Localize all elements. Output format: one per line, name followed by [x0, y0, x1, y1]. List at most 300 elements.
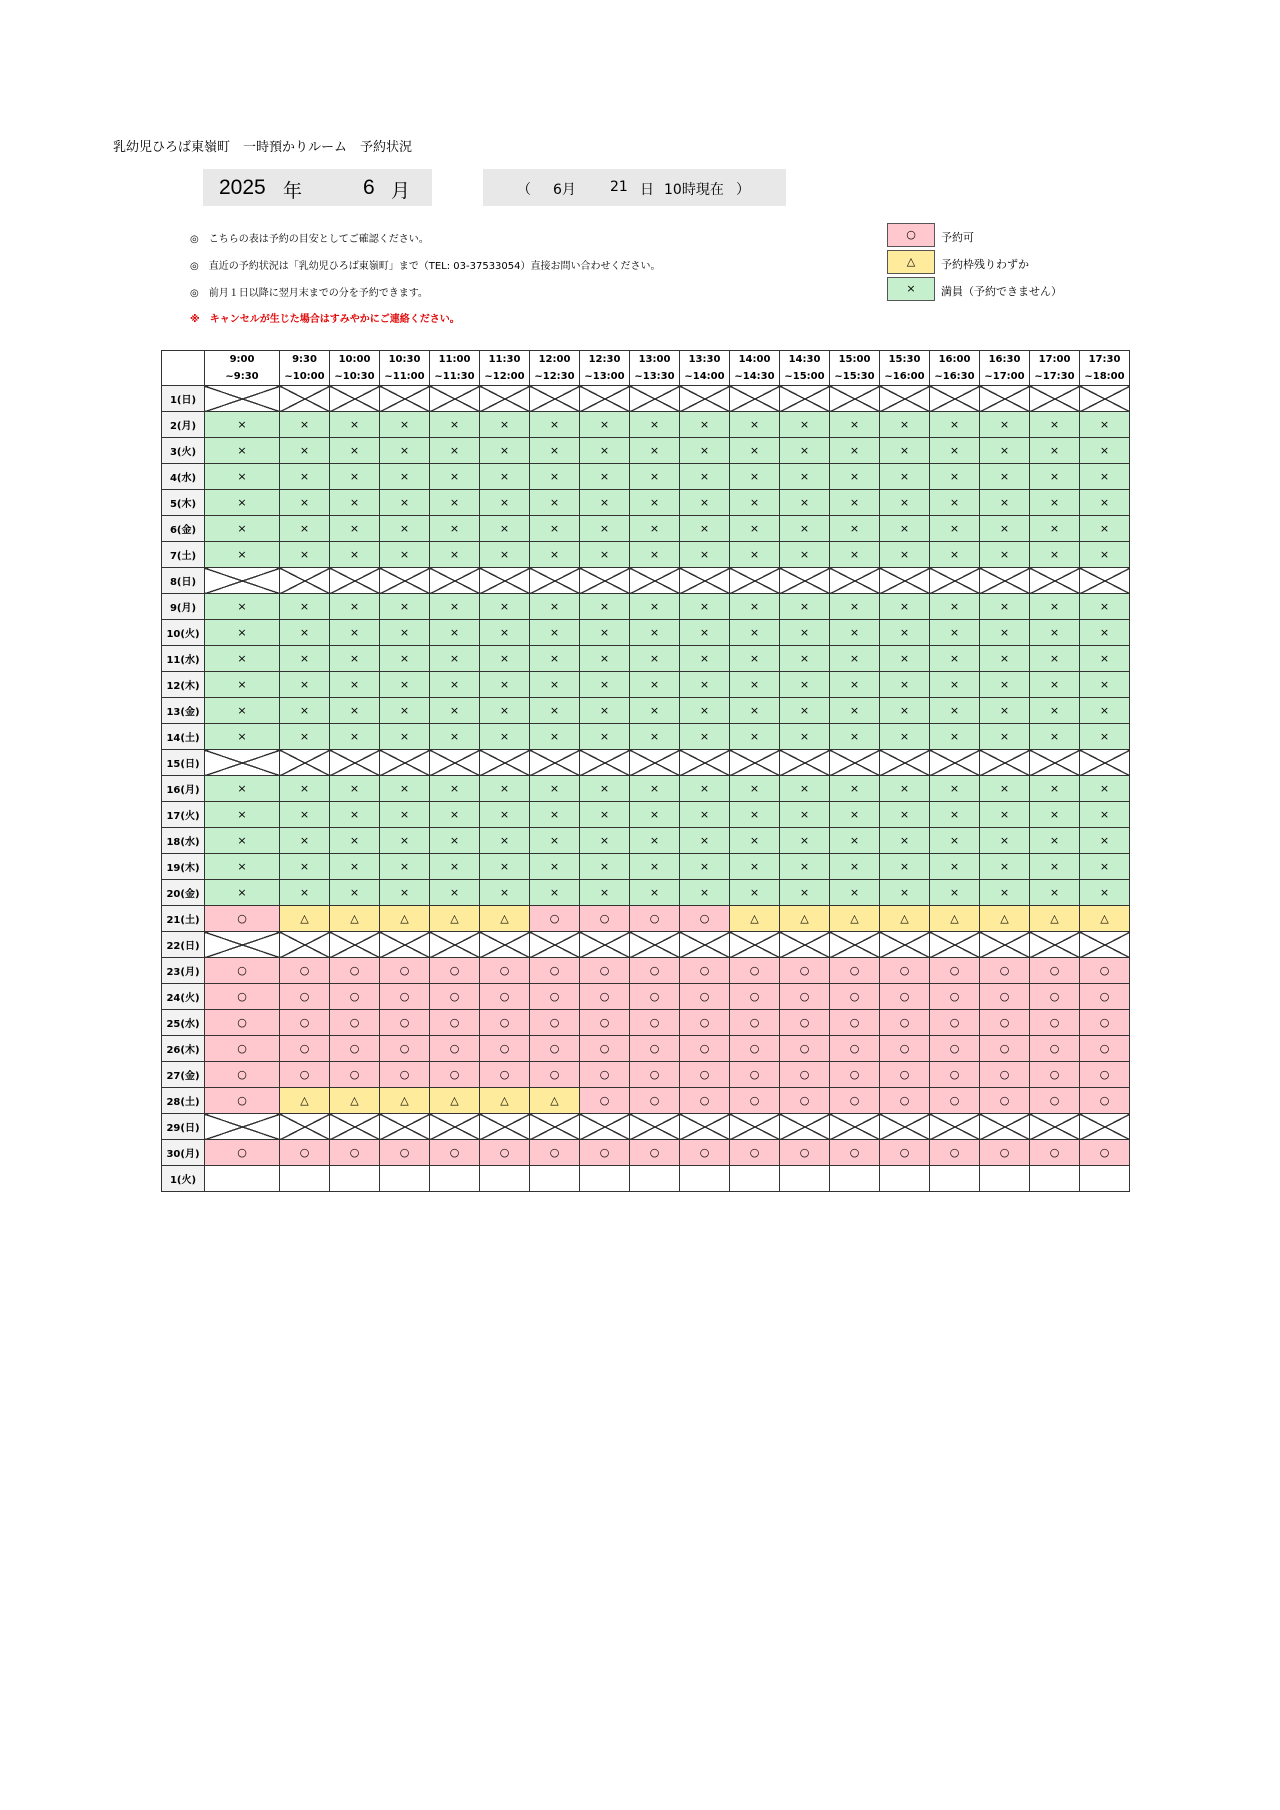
time-slot-end: ~15:00 — [784, 371, 825, 382]
slot-cell-available: ○ — [830, 1088, 880, 1114]
as-of-time: 10時現在 — [664, 182, 724, 198]
slot-cell-full: × — [280, 412, 330, 438]
table-row — [162, 1088, 1130, 1114]
slot-cell-full: × — [580, 490, 630, 516]
day-label: 24(火) — [162, 984, 205, 1010]
slot-cell-full: × — [1080, 490, 1130, 516]
slot-cell-available: ○ — [680, 958, 730, 984]
slot-cell-full: × — [830, 646, 880, 672]
slot-cell-closed — [1080, 932, 1130, 958]
slot-cell-available: ○ — [580, 1088, 630, 1114]
slot-cell-full: × — [930, 464, 980, 490]
slot-cell-full: × — [480, 464, 530, 490]
slot-cell-closed — [480, 568, 530, 594]
slot-cell-full: × — [680, 724, 730, 750]
slot-cell-full: × — [980, 516, 1030, 542]
slot-cell-closed — [530, 386, 580, 412]
slot-cell-empty — [930, 1166, 980, 1192]
day-label: 11(水) — [162, 646, 205, 672]
slot-cell-full: × — [280, 672, 330, 698]
slot-cell-full: × — [880, 620, 930, 646]
slot-cell-full: × — [680, 646, 730, 672]
slot-cell-full: × — [530, 542, 580, 568]
slot-cell-full: × — [380, 802, 430, 828]
day-label: 1(日) — [162, 386, 205, 412]
time-slot-end: ~13:00 — [584, 371, 625, 382]
slot-cell-empty — [830, 1166, 880, 1192]
time-slot-end: ~16:00 — [884, 371, 925, 382]
slot-cell-available: ○ — [530, 1140, 580, 1166]
slot-cell-full: × — [930, 620, 980, 646]
slot-cell-full: × — [430, 724, 480, 750]
slot-cell-few-left: △ — [730, 906, 780, 932]
slot-cell-closed — [780, 750, 830, 776]
table-row — [162, 464, 1130, 490]
slot-cell-available: ○ — [1030, 1010, 1080, 1036]
slot-cell-available: ○ — [630, 1036, 680, 1062]
slot-cell-full: × — [780, 672, 830, 698]
time-slot-end: ~13:30 — [634, 371, 675, 382]
slot-cell-available: ○ — [530, 1062, 580, 1088]
slot-cell-full: × — [980, 776, 1030, 802]
legend-symbol-full: × — [887, 277, 935, 301]
slot-cell-full: × — [830, 490, 880, 516]
slot-cell-full: × — [780, 854, 830, 880]
slot-cell-full: × — [680, 542, 730, 568]
slot-cell-available: ○ — [980, 958, 1030, 984]
slot-cell-full: × — [780, 516, 830, 542]
slot-cell-full: × — [530, 516, 580, 542]
slot-cell-available: ○ — [330, 1010, 380, 1036]
slot-cell-full: × — [530, 490, 580, 516]
day-label: 23(月) — [162, 958, 205, 984]
slot-cell-full: × — [680, 698, 730, 724]
slot-cell-full: × — [880, 464, 930, 490]
slot-cell-full: × — [780, 776, 830, 802]
slot-cell-full: × — [880, 672, 930, 698]
day-label: 17(火) — [162, 802, 205, 828]
slot-cell-full: × — [205, 776, 280, 802]
slot-cell-closed — [430, 568, 480, 594]
slot-cell-available: ○ — [780, 1140, 830, 1166]
slot-cell-closed — [205, 386, 280, 412]
slot-cell-available: ○ — [1080, 984, 1130, 1010]
slot-cell-available: ○ — [330, 1062, 380, 1088]
slot-cell-full: × — [630, 646, 680, 672]
slot-cell-available: ○ — [880, 958, 930, 984]
day-label: 8(日) — [162, 568, 205, 594]
slot-cell-full: × — [980, 438, 1030, 464]
slot-cell-full: × — [930, 802, 980, 828]
slot-cell-full: × — [1030, 646, 1080, 672]
slot-cell-full: × — [730, 542, 780, 568]
slot-cell-full: × — [980, 698, 1030, 724]
slot-cell-available: ○ — [780, 984, 830, 1010]
legend-label-full: 満員（予約できません） — [941, 285, 1062, 298]
table-row — [162, 594, 1130, 620]
slot-cell-full: × — [330, 620, 380, 646]
slot-cell-available: ○ — [1080, 1036, 1130, 1062]
slot-cell-full: × — [630, 802, 680, 828]
slot-cell-full: × — [830, 464, 880, 490]
slot-cell-closed — [1030, 1114, 1080, 1140]
slot-cell-available: ○ — [380, 984, 430, 1010]
time-slot-end: ~11:00 — [384, 371, 425, 382]
slot-cell-full: × — [880, 412, 930, 438]
time-slot-start: 13:30 — [688, 354, 721, 365]
slot-cell-full: × — [1030, 854, 1080, 880]
slot-cell-empty — [330, 1166, 380, 1192]
as-of-day: 21 — [610, 179, 628, 195]
year-unit: 年 — [283, 180, 303, 202]
slot-cell-full: × — [330, 646, 380, 672]
slot-cell-closed — [730, 568, 780, 594]
slot-cell-full: × — [580, 854, 630, 880]
slot-cell-full: × — [830, 594, 880, 620]
time-slot-end: ~9:30 — [225, 371, 259, 382]
note-3: ◎ 前月１日以降に翌月末までの分を予約できます。 — [190, 288, 428, 299]
slot-cell-full: × — [680, 880, 730, 906]
slot-cell-closed — [430, 386, 480, 412]
slot-cell-available: ○ — [930, 1088, 980, 1114]
slot-cell-closed — [430, 750, 480, 776]
time-slot-header — [580, 351, 630, 386]
slot-cell-full: × — [530, 620, 580, 646]
day-label: 26(木) — [162, 1036, 205, 1062]
slot-cell-empty — [205, 1166, 280, 1192]
slot-cell-full: × — [580, 698, 630, 724]
slot-cell-full: × — [530, 724, 580, 750]
time-slot-start: 17:00 — [1038, 354, 1071, 365]
slot-cell-full: × — [1080, 802, 1130, 828]
slot-cell-closed — [205, 568, 280, 594]
slot-cell-full: × — [730, 698, 780, 724]
slot-cell-closed — [630, 386, 680, 412]
slot-cell-full: × — [330, 854, 380, 880]
slot-cell-available: ○ — [780, 958, 830, 984]
slot-cell-full: × — [880, 698, 930, 724]
slot-cell-full: × — [205, 698, 280, 724]
slot-cell-few-left: △ — [980, 906, 1030, 932]
slot-cell-full: × — [580, 464, 630, 490]
slot-cell-full: × — [980, 594, 1030, 620]
slot-cell-empty — [280, 1166, 330, 1192]
slot-cell-full: × — [1080, 672, 1130, 698]
slot-cell-full: × — [205, 412, 280, 438]
slot-cell-full: × — [830, 672, 880, 698]
slot-cell-full: × — [480, 672, 530, 698]
day-label: 2(月) — [162, 412, 205, 438]
slot-cell-available: ○ — [430, 1140, 480, 1166]
slot-cell-full: × — [880, 880, 930, 906]
slot-cell-full: × — [830, 698, 880, 724]
slot-cell-available: ○ — [1080, 958, 1130, 984]
slot-cell-full: × — [205, 854, 280, 880]
slot-cell-full: × — [530, 646, 580, 672]
slot-cell-full: × — [380, 542, 430, 568]
day-label: 10(火) — [162, 620, 205, 646]
slot-cell-full: × — [730, 412, 780, 438]
slot-cell-available: ○ — [580, 984, 630, 1010]
slot-cell-closed — [680, 386, 730, 412]
time-slot-start: 9:00 — [229, 354, 255, 365]
slot-cell-full: × — [205, 464, 280, 490]
slot-cell-full: × — [630, 698, 680, 724]
slot-cell-available: ○ — [730, 1036, 780, 1062]
time-slot-end: ~12:30 — [534, 371, 575, 382]
slot-cell-closed — [930, 386, 980, 412]
slot-cell-closed — [530, 750, 580, 776]
slot-cell-full: × — [430, 698, 480, 724]
slot-cell-closed — [530, 568, 580, 594]
slot-cell-full: × — [1080, 438, 1130, 464]
slot-cell-few-left: △ — [530, 1088, 580, 1114]
slot-cell-available: ○ — [830, 1062, 880, 1088]
slot-cell-full: × — [780, 594, 830, 620]
slot-cell-full: × — [880, 776, 930, 802]
slot-cell-full: × — [730, 828, 780, 854]
slot-cell-full: × — [330, 594, 380, 620]
slot-cell-full: × — [380, 594, 430, 620]
slot-cell-available: ○ — [480, 1036, 530, 1062]
slot-cell-closed — [330, 1114, 380, 1140]
time-slot-header — [280, 351, 330, 386]
slot-cell-full: × — [830, 412, 880, 438]
slot-cell-full: × — [880, 724, 930, 750]
slot-cell-full: × — [430, 594, 480, 620]
slot-cell-closed — [380, 1114, 430, 1140]
slot-cell-full: × — [680, 828, 730, 854]
slot-cell-closed — [280, 932, 330, 958]
slot-cell-available: ○ — [630, 1010, 680, 1036]
table-row — [162, 724, 1130, 750]
time-slot-end: ~15:30 — [834, 371, 875, 382]
slot-cell-available: ○ — [680, 1062, 730, 1088]
time-slot-header — [780, 351, 830, 386]
slot-cell-full: × — [880, 802, 930, 828]
slot-cell-full: × — [580, 594, 630, 620]
slot-cell-closed — [780, 1114, 830, 1140]
slot-cell-available: ○ — [580, 958, 630, 984]
slot-cell-few-left: △ — [1030, 906, 1080, 932]
slot-cell-available: ○ — [480, 1062, 530, 1088]
slot-cell-few-left: △ — [380, 1088, 430, 1114]
slot-cell-closed — [630, 1114, 680, 1140]
slot-cell-full: × — [430, 854, 480, 880]
slot-cell-full: × — [980, 464, 1030, 490]
time-slot-end: ~14:00 — [684, 371, 725, 382]
slot-cell-available: ○ — [280, 1140, 330, 1166]
slot-cell-full: × — [380, 646, 430, 672]
slot-cell-closed — [830, 1114, 880, 1140]
day-label: 18(水) — [162, 828, 205, 854]
slot-cell-available: ○ — [205, 1140, 280, 1166]
slot-cell-full: × — [280, 880, 330, 906]
slot-cell-closed — [980, 568, 1030, 594]
slot-cell-closed — [830, 932, 880, 958]
slot-cell-full: × — [430, 880, 480, 906]
slot-cell-full: × — [730, 672, 780, 698]
slot-cell-full: × — [380, 854, 430, 880]
day-label: 27(金) — [162, 1062, 205, 1088]
time-header-row — [162, 351, 1130, 386]
legend-symbol-available: ○ — [887, 223, 935, 247]
slot-cell-few-left: △ — [830, 906, 880, 932]
time-slot-start: 15:30 — [888, 354, 921, 365]
slot-cell-closed — [1080, 750, 1130, 776]
slot-cell-closed — [780, 386, 830, 412]
slot-cell-available: ○ — [630, 1062, 680, 1088]
slot-cell-full: × — [280, 802, 330, 828]
slot-cell-full: × — [680, 412, 730, 438]
slot-cell-full: × — [830, 776, 880, 802]
slot-cell-full: × — [280, 490, 330, 516]
slot-cell-full: × — [480, 802, 530, 828]
slot-cell-closed — [380, 386, 430, 412]
slot-cell-full: × — [830, 802, 880, 828]
time-slot-start: 10:00 — [338, 354, 371, 365]
slot-cell-full: × — [880, 828, 930, 854]
slot-cell-closed — [380, 568, 430, 594]
slot-cell-full: × — [480, 854, 530, 880]
slot-cell-closed — [280, 568, 330, 594]
slot-cell-full: × — [530, 880, 580, 906]
slot-cell-full: × — [1030, 698, 1080, 724]
table-row — [162, 906, 1130, 932]
slot-cell-full: × — [780, 724, 830, 750]
slot-cell-available: ○ — [280, 1010, 330, 1036]
slot-cell-empty — [1030, 1166, 1080, 1192]
slot-cell-full: × — [430, 490, 480, 516]
table-row — [162, 516, 1130, 542]
slot-cell-full: × — [530, 776, 580, 802]
slot-cell-closed — [1030, 750, 1080, 776]
slot-cell-available: ○ — [380, 1062, 430, 1088]
slot-cell-available: ○ — [880, 1036, 930, 1062]
slot-cell-full: × — [680, 438, 730, 464]
slot-cell-full: × — [280, 594, 330, 620]
slot-cell-full: × — [1030, 594, 1080, 620]
slot-cell-available: ○ — [780, 1010, 830, 1036]
slot-cell-full: × — [880, 542, 930, 568]
slot-cell-available: ○ — [630, 1140, 680, 1166]
slot-cell-full: × — [1080, 646, 1130, 672]
header-corner — [162, 351, 205, 386]
time-slot-header — [330, 351, 380, 386]
note-2: ◎ 直近の予約状況は「乳幼児ひろば東嶺町」まで（TEL: 03-37533054）直接お問い合わせください。 — [190, 261, 661, 272]
slot-cell-closed — [380, 750, 430, 776]
slot-cell-available: ○ — [205, 984, 280, 1010]
slot-cell-closed — [580, 1114, 630, 1140]
slot-cell-available: ○ — [580, 1140, 630, 1166]
slot-cell-available: ○ — [780, 1036, 830, 1062]
slot-cell-closed — [580, 386, 630, 412]
slot-cell-available: ○ — [980, 1062, 1030, 1088]
slot-cell-full: × — [280, 724, 330, 750]
slot-cell-available: ○ — [380, 958, 430, 984]
slot-cell-closed — [880, 1114, 930, 1140]
as-of-day-unit: 日 — [640, 182, 654, 198]
slot-cell-full: × — [580, 620, 630, 646]
table-row — [162, 620, 1130, 646]
slot-cell-full: × — [205, 672, 280, 698]
slot-cell-full: × — [780, 412, 830, 438]
slot-cell-available: ○ — [205, 1062, 280, 1088]
slot-cell-closed — [730, 386, 780, 412]
slot-cell-full: × — [205, 490, 280, 516]
slot-cell-full: × — [280, 828, 330, 854]
slot-cell-full: × — [780, 802, 830, 828]
slot-cell-closed — [1080, 386, 1130, 412]
slot-cell-available: ○ — [330, 1140, 380, 1166]
slot-cell-full: × — [580, 646, 630, 672]
slot-cell-full: × — [930, 490, 980, 516]
time-slot-header — [530, 351, 580, 386]
slot-cell-full: × — [280, 698, 330, 724]
slot-cell-available: ○ — [830, 958, 880, 984]
slot-cell-full: × — [630, 438, 680, 464]
slot-cell-available: ○ — [380, 1010, 430, 1036]
slot-cell-closed — [380, 932, 430, 958]
close-paren: ） — [736, 182, 750, 198]
slot-cell-full: × — [580, 776, 630, 802]
table-row — [162, 438, 1130, 464]
slot-cell-closed — [480, 932, 530, 958]
day-label: 16(月) — [162, 776, 205, 802]
slot-cell-full: × — [730, 464, 780, 490]
slot-cell-available: ○ — [430, 1062, 480, 1088]
slot-cell-closed — [330, 568, 380, 594]
slot-cell-full: × — [630, 594, 680, 620]
time-slot-start: 15:00 — [838, 354, 871, 365]
slot-cell-available: ○ — [205, 1088, 280, 1114]
slot-cell-full: × — [205, 542, 280, 568]
slot-cell-available: ○ — [680, 984, 730, 1010]
slot-cell-available: ○ — [980, 1010, 1030, 1036]
slot-cell-full: × — [330, 438, 380, 464]
slot-cell-full: × — [1030, 412, 1080, 438]
slot-cell-full: × — [430, 620, 480, 646]
table-row — [162, 958, 1130, 984]
slot-cell-full: × — [330, 776, 380, 802]
slot-cell-full: × — [1030, 802, 1080, 828]
slot-cell-available: ○ — [980, 984, 1030, 1010]
slot-cell-available: ○ — [780, 1088, 830, 1114]
slot-cell-full: × — [530, 464, 580, 490]
cancel-warning: ※ キャンセルが生じた場合はすみやかにご連絡ください。 — [190, 314, 460, 325]
day-label: 6(金) — [162, 516, 205, 542]
slot-cell-full: × — [480, 490, 530, 516]
slot-cell-full: × — [280, 776, 330, 802]
slot-cell-full: × — [480, 646, 530, 672]
slot-cell-closed — [1080, 568, 1130, 594]
time-slot-start: 9:30 — [292, 354, 317, 365]
slot-cell-available: ○ — [630, 958, 680, 984]
slot-cell-closed — [830, 568, 880, 594]
slot-cell-available: ○ — [205, 906, 280, 932]
slot-cell-full: × — [330, 412, 380, 438]
slot-cell-full: × — [1030, 542, 1080, 568]
slot-cell-full: × — [380, 880, 430, 906]
time-slot-header — [830, 351, 880, 386]
slot-cell-full: × — [430, 516, 480, 542]
slot-cell-full: × — [630, 490, 680, 516]
table-row — [162, 932, 1130, 958]
slot-cell-empty — [530, 1166, 580, 1192]
slot-cell-available: ○ — [1030, 984, 1080, 1010]
slot-cell-full: × — [730, 880, 780, 906]
slot-cell-closed — [280, 750, 330, 776]
